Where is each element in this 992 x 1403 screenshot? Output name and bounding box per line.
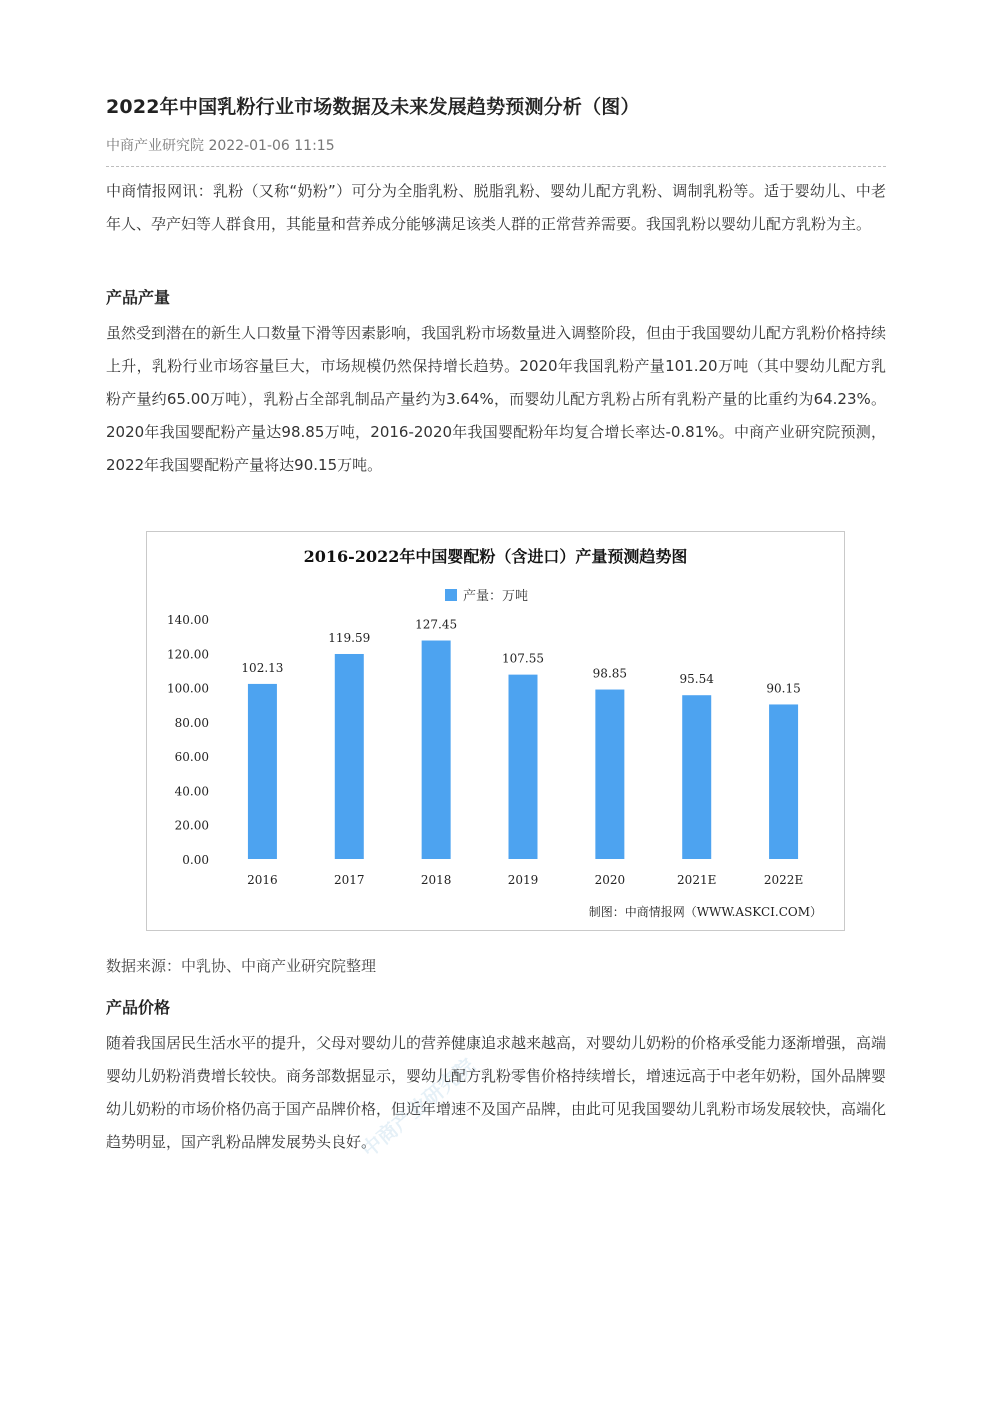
legend-label: 产量：万吨 (463, 589, 529, 604)
x-tick-label: 2016 (247, 873, 278, 887)
x-tick-label: 2021E (677, 873, 717, 887)
x-tick-label: 2017 (334, 873, 365, 887)
y-tick-label: 60.00 (174, 750, 209, 765)
bar-2020 (595, 690, 624, 859)
section-heading-production: 产品产量 (106, 288, 171, 307)
value-label: 107.55 (502, 651, 544, 666)
x-tick-label: 2018 (420, 873, 452, 887)
section-heading-price: 产品价格 (106, 998, 171, 1017)
value-label: 90.15 (766, 681, 801, 696)
watermark: 中商产业研究院 (356, 1053, 480, 1162)
value-label: 95.54 (679, 672, 714, 687)
article-title: 2022年中国乳粉行业市场数据及未来发展趋势预测分析（图） (106, 96, 640, 118)
chart-footer: 制图：中商情报网（WWW.ASKCI.COM） (588, 905, 822, 919)
bar-2018 (422, 641, 451, 859)
article-meta: 中商产业研究院 2022-01-06 11:15 (106, 138, 335, 154)
y-tick-label: 100.00 (167, 681, 209, 696)
x-tick-label: 2019 (507, 873, 539, 887)
y-tick-label: 20.00 (174, 818, 209, 833)
y-tick-label: 40.00 (174, 784, 209, 799)
chart-title: 2016-2022年中国婴配粉（含进口）产量预测趋势图 (303, 547, 688, 566)
bar-2016 (248, 684, 277, 859)
price-paragraph: 随着我国居民生活水平的提升，父母对婴幼儿的营养健康追求越来越高，对婴幼儿奶粉的价格承受能力逐渐增强，高端婴幼儿奶粉消费增长较快。商务部数据显示，婴幼儿配方乳粉零售价格持续增长，增速远高于中老年奶粉，国外品牌婴幼儿奶粉的市场价格仍高于国产品牌价格，但近年增速不及国产品牌，由此可见我国婴幼儿乳粉市场发展较快，高端化趋势明显，国产乳粉品牌发展势头良好。 (106, 1034, 887, 1151)
y-tick-label: 0.00 (182, 853, 209, 867)
value-label: 119.59 (328, 630, 371, 645)
production-paragraph: 虽然受到潜在的新生人口数量下滑等因素影响，我国乳粉市场数量进入调整阶段，但由于我国婴幼儿配方乳粉价格持续上升，乳粉行业市场容量巨大，市场规模仍然保持增长趋势。2020年我国乳粉产量101.20万吨（其中婴幼儿配方乳粉产量约65.00万吨），乳粉占全部乳制品产量约为3.64%，而婴幼儿配方乳粉占所有乳粉产量的比重约为64.23%。2020年我国婴配粉产量达98.85万吨，2016-2020年我国婴配粉年均复合增长率达-0.81%。中商产业研究院预测，2022年我国婴配粉产量将达90.15万吨。 (106, 324, 887, 474)
value-label: 102.13 (241, 660, 284, 675)
bar-2022E (769, 704, 798, 859)
chart-plot (147, 532, 844, 930)
bar-2017 (335, 654, 364, 859)
value-label: 127.45 (415, 617, 458, 632)
bar-2019 (509, 675, 538, 859)
x-tick-label: 2022E (763, 873, 804, 887)
data-source: 数据来源：中乳协、中商产业研究院整理 (106, 957, 377, 975)
y-tick-label: 140.00 (167, 613, 209, 627)
bar-2021E (682, 695, 711, 859)
divider (106, 166, 886, 167)
value-label: 98.85 (592, 666, 628, 681)
y-tick-label: 80.00 (174, 715, 209, 730)
y-tick-label: 120.00 (167, 647, 209, 662)
intro-paragraph: 中商情报网讯：乳粉（又称“奶粉”）可分为全脂乳粉、脱脂乳粉、婴幼儿配方乳粉、调制乳粉等。适于婴幼儿、中老年人、孕产妇等人群食用，其能量和营养成分能够满足该类人群的正常营养需要。我国乳粉以婴幼儿配方乳粉为主。 (106, 182, 886, 233)
x-tick-label: 2020 (594, 873, 626, 887)
